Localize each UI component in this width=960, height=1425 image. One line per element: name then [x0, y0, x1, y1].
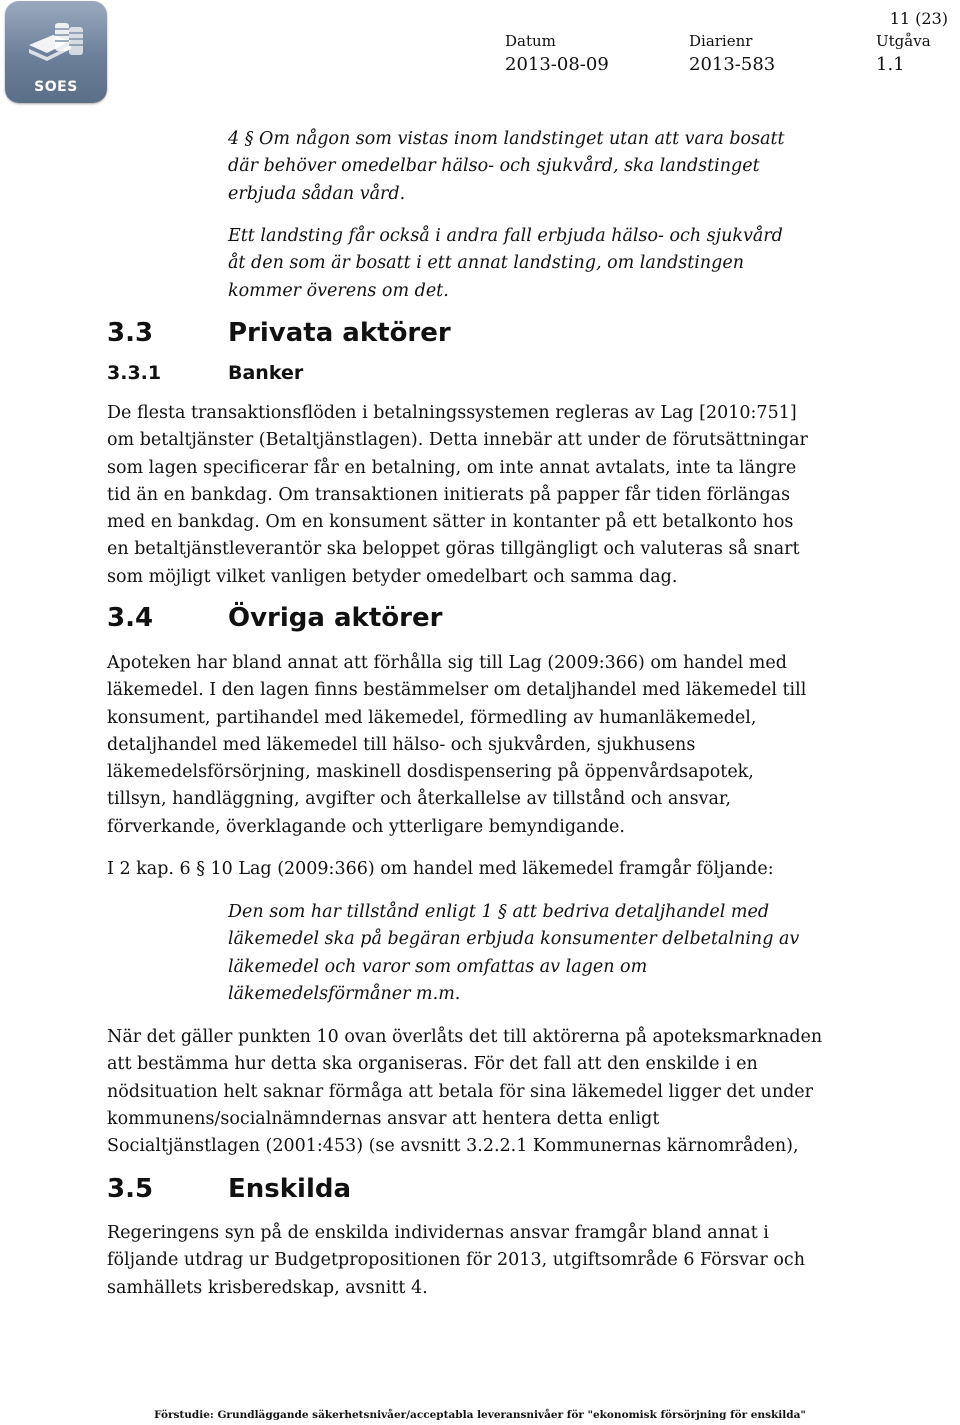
- text-line: åt den som är bosatt i ett annat landsting, om landstingen: [228, 253, 745, 274]
- section-3-3-title: Privata aktörer: [228, 318, 451, 348]
- quote-delbetalning: [228, 899, 828, 1008]
- text-line: När det gäller punkten 10 ovan överlåts det till aktörerna på apoteksmarknaden: [107, 1027, 823, 1047]
- text-line: Den som har tillstånd enligt 1 § att bedriva detaljhandel med: [228, 902, 770, 922]
- text-line: förverkande, överklagande och ytterligare bemyndigande.: [107, 816, 625, 837]
- text-line: där behöver omedelbar hälso- och sjukvård, ska landstinget: [228, 156, 760, 177]
- section-3-4-title: Övriga aktörer: [228, 603, 443, 633]
- paragraph-apotek: [107, 650, 827, 841]
- text-line: läkemedel ska på begäran erbjuda konsumenter delbetalning av: [228, 929, 800, 950]
- text-line: som lagen specificerar får en betalning, om inte annat avtalats, inte ta längre: [107, 457, 797, 478]
- section-3-4-number: 3.4: [107, 603, 154, 633]
- text-line: läkemedelsförsörjning, maskinell dosdispensering på öppenvårdsapotek,: [107, 762, 754, 783]
- section-3-5-title: Enskilda: [228, 1174, 352, 1204]
- text-line: att bestämma hur detta ska organiseras. För det fall att den enskilde i en: [107, 1054, 758, 1075]
- text-line: Apoteken har bland annat att förhålla sig till Lag (2009:366) om handel med: [107, 653, 787, 673]
- text-line: läkemedelsförmåner m.m.: [228, 983, 461, 1004]
- text-line: konsument, partihandel med läkemedel, förmedling av humanläkemedel,: [107, 707, 757, 728]
- utgava-value: 1.1: [876, 54, 905, 75]
- text-line: tid än en bankdag. Om transaktionen initierats på papper får tiden förlängas: [107, 484, 791, 505]
- soes-logo: [5, 1, 107, 103]
- text-line: en betaltjänstleverantör ska beloppet göras tillgängligt och valuteras så snart: [107, 539, 800, 560]
- text-line: De flesta transaktionsflöden i betalningssystemen regleras av Lag [2010:751]: [107, 403, 797, 423]
- date-value: 2013-08-09: [505, 54, 609, 75]
- text-line: följande utdrag ur Budgetpropositionen för 2013, utgiftsområde 6 Försvar och: [107, 1250, 805, 1271]
- text-line: Socialtjänstlagen (2001:453) (se avsnitt 3.2.2.1 Kommunernas kärnområden),: [107, 1136, 799, 1157]
- paragraph-enskilda: [107, 1220, 827, 1302]
- section-3-3-number: 3.3: [107, 318, 154, 348]
- text-line: tillsyn, handläggning, avgifter och återkallelse av tillstånd och ansvar,: [107, 789, 731, 810]
- text-line: som möjligt vilket vanligen betyder omedelbart och samma dag.: [107, 566, 678, 587]
- text-line: 4 § Om någon som vistas inom landstinget utan att vara bosatt: [228, 129, 785, 149]
- page-number: 11 (23): [889, 9, 948, 28]
- quote-law-paragraph-4: [228, 126, 828, 208]
- text-line: erbjuda sådan vård.: [228, 183, 406, 204]
- section-3-3-1-number: 3.3.1: [107, 362, 162, 384]
- page-footer: Förstudie: Grundläggande säkerhetsnivåer/acceptabla leveransnivåer för "ekonomisk försörjning för enskilda": [154, 1409, 806, 1421]
- text-line: detaljhandel med läkemedel till hälso- och sjukvården, sjukhusens: [107, 734, 696, 755]
- text-line: Ett landsting får också i andra fall erbjuda hälso- och sjukvård: [228, 226, 783, 246]
- text-line: med en bankdag. Om en konsument sätter in kontanter på ett betalkonto hos: [107, 512, 794, 533]
- paragraph-banker: [107, 400, 827, 591]
- date-label: Datum: [505, 32, 556, 50]
- diarienr-label: Diarienr: [689, 32, 753, 50]
- text-line: nödsituation helt saknar förmåga att betala för sina läkemedel ligger det under: [107, 1081, 814, 1102]
- utgava-label: Utgåva: [876, 32, 931, 50]
- quote-landsting: [228, 223, 828, 305]
- text-line: om betaltjänster (Betaltjänstlagen). Detta innebär att under de förutsättningar: [107, 430, 808, 451]
- coins-icon: [25, 15, 87, 73]
- text-line: kommer överens om det.: [228, 280, 449, 301]
- section-3-3-1-title: Banker: [228, 362, 304, 384]
- text-line: läkemedel. I den lagen finns bestämmelser om detaljhandel med läkemedel till: [107, 680, 807, 701]
- paragraph-punkten: [107, 1024, 827, 1160]
- text-line: I 2 kap. 6 § 10 Lag (2009:366) om handel med läkemedel framgår följande:: [107, 859, 774, 879]
- paragraph-kap: [107, 856, 827, 883]
- text-line: Regeringens syn på de enskilda individernas ansvar framgår bland annat i: [107, 1223, 769, 1243]
- diarienr-value: 2013-583: [689, 54, 776, 75]
- text-line: läkemedel och varor som omfattas av lagen om: [228, 956, 648, 977]
- logo-label: SOES: [34, 79, 78, 95]
- section-3-5-number: 3.5: [107, 1174, 154, 1204]
- text-line: kommunens/socialnämndernas ansvar att hentera detta enligt: [107, 1108, 660, 1129]
- text-line: samhällets krisberedskap, avsnitt 4.: [107, 1277, 428, 1298]
